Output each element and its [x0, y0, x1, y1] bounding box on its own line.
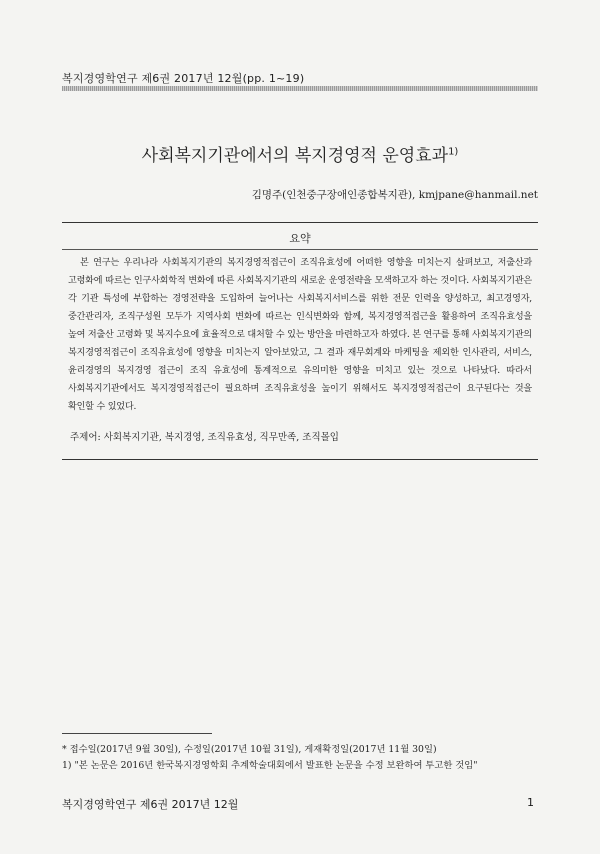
header-rule [62, 86, 538, 91]
title-footnote-mark: 1) [448, 146, 459, 158]
paper-title-text: 사회복지기관에서의 복지경영적 운영효과 [141, 146, 449, 166]
running-head: 복지경영학연구 제6권 2017년 12월(pp. 1~19) [62, 72, 305, 85]
footnote-rule [62, 733, 212, 734]
footnote-1: 1) "본 논문은 2016년 한국복지경영학회 추계학술대회에서 발표한 논문을 수정 보완하여 투고한 것임" [62, 760, 478, 771]
author-line: 김명주(인천중구장애인종합복지관), kmjpane@hanmail.net [251, 189, 538, 201]
abstract-divider [62, 249, 538, 250]
paper-title [0, 141, 600, 166]
abstract-box [62, 222, 538, 460]
page-number: 1 [527, 796, 534, 809]
running-foot: 복지경영학연구 제6권 2017년 12월 [62, 798, 239, 811]
abstract-heading: 요약 [289, 232, 311, 245]
footnote-dates: * 접수일(2017년 9월 30일), 수정일(2017년 10월 31일), 게재확정일(2017년 11월 30일) [62, 744, 437, 755]
abstract-body: 본 연구는 우리나라 사회복지기관의 복지경영적접근이 조직유효성에 어떠한 영향을 미치는지 살펴보고, 저출산과 고령화에 따르는 인구사회학적 변화에 따른 사회복지기관의 새로운 운영전략을 모색하고자 하는 것이다. 사회복지기관은 각 기관 특성에 부합하는 경영전략을 도입하여 늘어나는 사회복지서비스를 위한 전문 인력을 양성하고, 최고경영자, 중간관리자, 조직구성원 모두가 지역사회 변화에 따르는 인식변화와 함께, 복지경영적접근을 활용하여 조직유효성을 높여 저출산 고령화 및 복지수요에 효율적으로 대처할 수 있는 방안을 마련하고자 하였다. 본 연구를 통해 사회복지기관의 복지경영적접근이 조직유효성에 영향을 미치는지 알아보았고, 그 결과 재무회계와 마케팅을 제외한 인사관리, 서비스, 윤리경영의 복지경영 접근이 조직 유효성에 통계적으로 유의미한 영향을 미치고 있는 것으로 나타났다. 따라서 사회복지기관에서도 복지경영적접근이 필요하며 조직유효성을 높이기 위해서도 복지경영적접근이 요구된다는 것을 확인할 수 있었다. [68, 258, 532, 412]
keywords: 주제어: 사회복지기관, 복지경영, 조직유효성, 직무만족, 조직몰입 [70, 432, 339, 443]
